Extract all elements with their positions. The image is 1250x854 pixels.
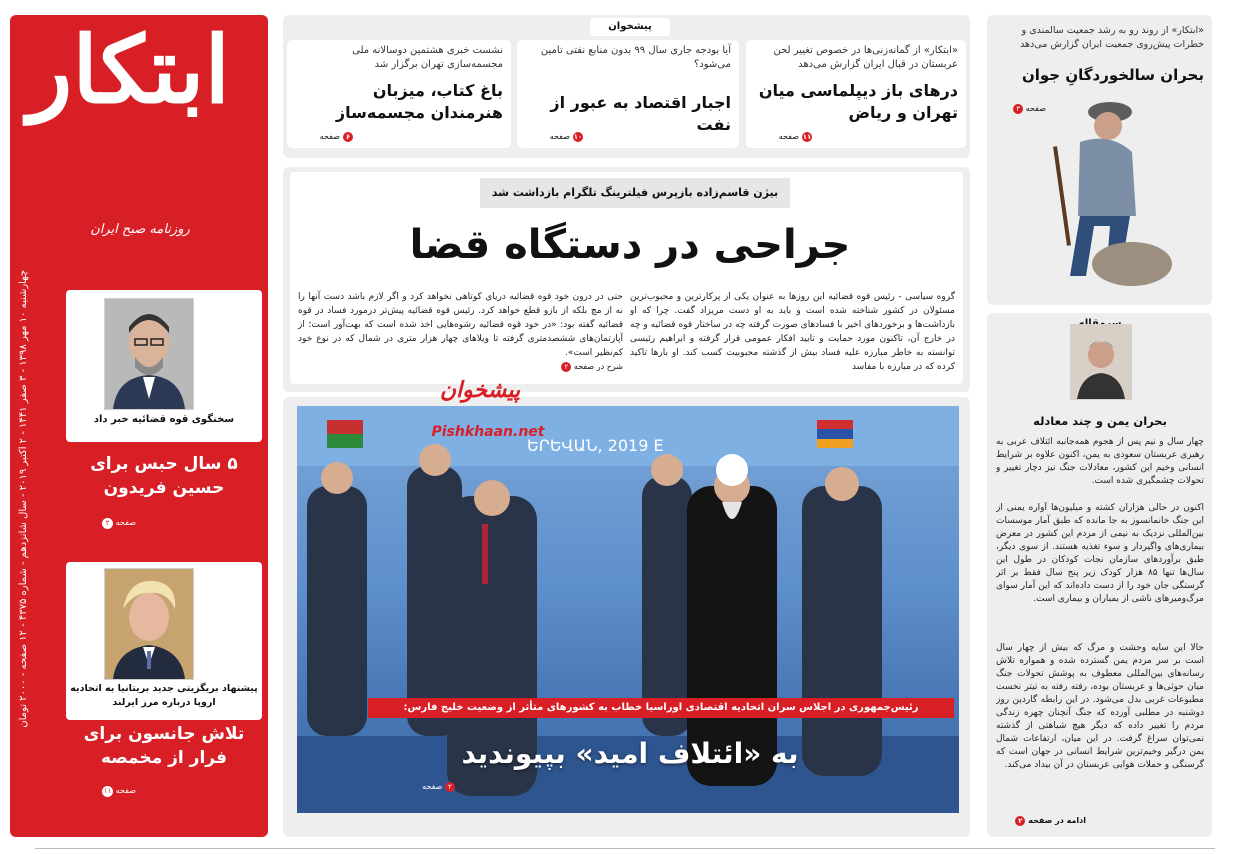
more-label: ادامه در صفحه	[1028, 816, 1086, 825]
brief-2-page	[66, 786, 136, 798]
watermark-url: Pishkhaan.net	[431, 424, 545, 440]
brief-2-title[interactable]: تلاش جانسون برای فرار از مخمصه	[83, 724, 245, 768]
lead-more[interactable]	[298, 362, 623, 376]
teaser-lead: «ابتکار» از گمانه‌زنی‌ها در خصوص تغییر لحن عربستان در قبال ایران گزارش می‌دهد	[773, 45, 958, 70]
author-portrait	[1070, 324, 1132, 400]
page-number-badge: ۱۰	[573, 133, 583, 141]
page-number-badge: ۲	[445, 782, 455, 792]
teaser-card-1[interactable]	[746, 40, 966, 148]
lead-column-left: حتی در درون خود قوه قضائیه دریای کوتاهی نخواهد کرد و اگر لازم باشد دست آنها را نه از مچ بلکه از بازو قطع خواهد کرد. رئیس قوه قضائیه پیش‌تر درمورد فساد در قوه قضائیه گفته بود: «در خود قوه قضائیه رشوه‌هایی اخذ شده است که بهت‌آور است؛ از آپارتمان‌های ششصدمتری گرفته تا ویلاهای چهار هزار متری در شمال که در نوع خود کم‌نظیر است».	[298, 292, 623, 358]
elderly-man-photo	[1020, 96, 1180, 296]
editorial-paragraph-1: چهار سال و نیم پس از هجوم همه‌جانبه ائتلاف عربی به رهبری عربستان سعودی به یمن، اکنون علاوه بر شرایط انسانی وخیم این کشور، معادلات جنگ نیز دچار تغییر و تحولات چشمگیری شده است.	[996, 437, 1204, 486]
page-label: صفحه	[319, 132, 340, 141]
page-number-badge: ۱۱	[802, 133, 812, 141]
teaser-lead: آیا بودجه جاری سال ۹۹ بدون منابع نفتی تامین می‌شود؟	[540, 45, 731, 70]
editorial-title[interactable]: بحران یمن و چند معادله	[1033, 414, 1167, 428]
teaser-title[interactable]: درهای باز دیپلماسی میان تهران و ریاض	[758, 81, 958, 122]
page-number-badge: ۲	[561, 362, 571, 372]
page-number-badge: ۲	[1015, 816, 1025, 826]
page-label: صفحه	[549, 132, 570, 141]
page-number-badge: ۳	[1013, 104, 1023, 114]
right-top-title[interactable]: بحران سالخوردگانِ جوان	[1021, 66, 1204, 84]
backdrop-text: ԵՐԵՎԱՆ, 2019 Е	[527, 436, 664, 455]
footer-divider	[35, 848, 1215, 849]
teaser-page	[752, 132, 812, 142]
teaser-card-3[interactable]	[287, 40, 511, 148]
newspaper-logo: ابتکار	[27, 16, 231, 124]
page-label: صفحه	[115, 518, 136, 527]
teaser-page	[293, 132, 353, 142]
photo-headline[interactable]: به «ائتلاف امید» بپیوندید	[461, 737, 799, 770]
page-number-badge: ۱۱	[103, 787, 112, 795]
more-label: شرح در صفحه	[573, 362, 623, 371]
teaser-lead: نشست خبری هشتمین دوسالانه ملی مجسمه‌سازی تهران برگزار شد	[352, 45, 503, 70]
teasers-label: پیشخوان	[590, 18, 670, 36]
brief-1-title[interactable]: ۵ سال حبس برای حسین فریدون	[90, 454, 238, 498]
photo-caption: رئیس‌جمهوری در اجلاس سران اتحادیه اقتصادی اوراسیا خطاب به کشورهای متأثر از وضعیت خلیج فارس:	[368, 698, 954, 718]
page-label: صفحه	[115, 786, 136, 795]
portrait-photo-johnson	[104, 568, 194, 680]
page-label: صفحه	[778, 132, 799, 141]
logo-subtitle: روزنامه صبح ایران	[90, 222, 190, 237]
teaser-card-2[interactable]	[517, 40, 739, 148]
page-label: صفحه	[1025, 104, 1046, 113]
watermark-logo: پیشخوان	[439, 378, 521, 403]
photo-page	[395, 782, 455, 794]
portrait-photo-spokesman	[104, 298, 194, 410]
brief-2-caption: پیشنهاد بریگزیتی جدید بریتانیا به اتحادیه اروپا درباره مرز ایرلند	[70, 683, 258, 708]
right-top-lead: «ابتکار» از روند رو به رشد جمعیت سالمندی و خطرات پیش‌روی جمعیت ایران گزارش می‌دهد	[1020, 25, 1204, 50]
page-number-badge: ۲	[102, 518, 113, 529]
editorial-more[interactable]	[996, 816, 1086, 828]
page-number-badge: ۶	[343, 132, 353, 142]
teaser-title[interactable]: اجبار اقتصاد به عبور از نفت	[550, 93, 731, 134]
teaser-page	[523, 132, 583, 142]
lead-kicker: بیژن قاسم‌زاده بازپرس فیلترینگ تلگرام بازداشت شد	[480, 178, 790, 208]
dateline: چهارشنبه ۱۰ مهر ۱۳۹۸ - ۳ صفر ۱۴۴۱ - ۲ اکتبر ۲۰۱۹ - سال شانزدهم - شماره ۴۳۷۵ - ۱۲ صفحه - ۲۰۰۰ تومان	[18, 270, 29, 728]
lead-headline[interactable]: جراحی در دستگاه قضا	[409, 222, 851, 268]
page-label: صفحه	[422, 782, 443, 791]
brief-1-page	[66, 518, 136, 530]
teaser-title[interactable]: باغ کتاب، میزبان هنرمندان مجسمه‌ساز	[335, 81, 503, 122]
lead-column-right: گروه سیاسی - رئیس قوه قضائیه این روزها به عنوان یکی از پرکارترین و محبوب‌ترین مسئولان در کشور شناخته شده است و باید به او دست مریزاد گفت. چرا که او بازداشت‌ها و برخوردهای اخیر با فسادهای صورت گرفته چه در ساختار قوه قضائیه و چه در خارج آن، تاکنون مورد حمایت و تایید افکار عمومی قرار گرفته و ابراهیم رئیسی توانسته به خاطر مبارزه علیه فساد بیش از گذشته محبوبیت کسب کند. او بارها تاکید کرده که در مبارزه با مفاسد	[630, 292, 955, 372]
editorial-paragraph-2: اکنون در حالی هزاران کشته و میلیون‌ها آواره یمنی از این جنگ خانمانسوز به جا مانده که طبق آمار موسسات بین‌المللی نزدیک به نیمی از مردم این کشور در معرض بیماری‌های واگیردار و سوء تغذیه هستند. از سوی دیگر، طبق برآوردهای سازمان نجات کودکان در طول این سال‌ها تنها ۸۵ هزار کودک زیر پنج سال فقط بر اثر گرسنگی جان خود را از دست داده‌اند که این آمار سوای مرگ‌ومیرهای ناشی از بمباران و بیماری است.	[996, 503, 1204, 604]
brief-1-caption: سخنگوی قوه قضائیه خبر داد	[93, 414, 235, 425]
editorial-paragraph-3: حالا این سایه وحشت و مرگ که بیش از چهار سال است بر سر مردم یمن گسترده شده و همواره تلاش رسانه‌های بین‌المللی معطوف به پوشش تحولات جنگ میان حوثی‌ها و عربستان بوده، رفته رفته به تیتر نخست مطبوعات غربی بدل می‌شود. در این رابطه گاردین روز دوشنبه در مطلبی آورده که جنگ آنچنان چهره زندگی مردم را تغییر داده که دیگر هیچ شباهتی از گذشته نمی‌توان سراغ گرفت. در این میان، ارتفاعات شمال یمن درگیر وخیم‌ترین شرایط انسانی در جهان است که گرسنگی و حملات هوایی عربستان در آن بیداد می‌کند.	[996, 643, 1204, 770]
